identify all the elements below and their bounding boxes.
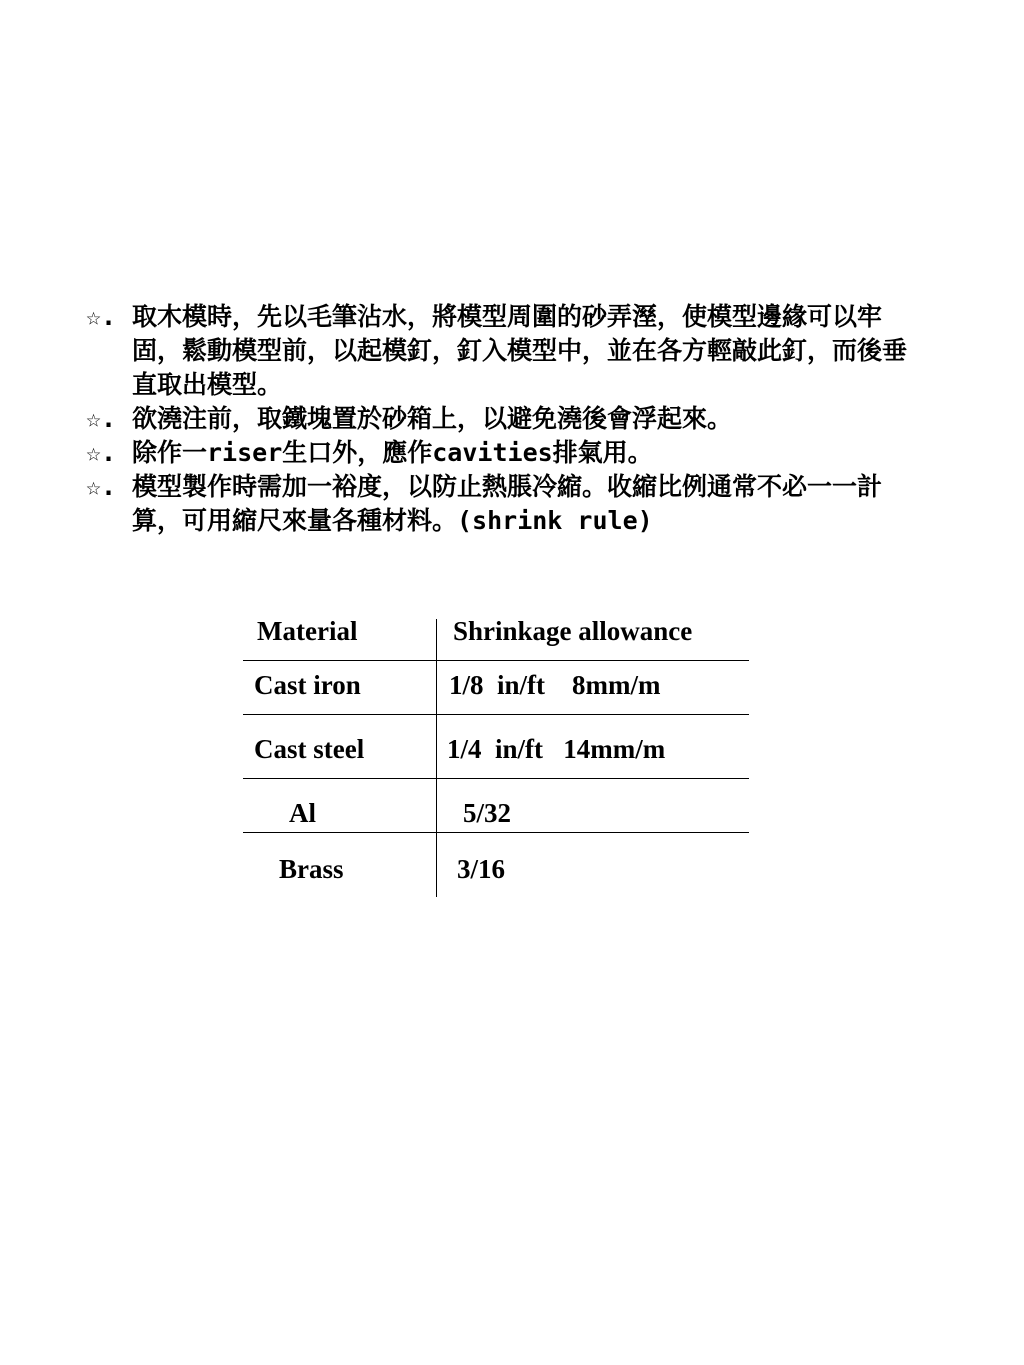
table-row-divider <box>243 714 749 715</box>
allowance-cell: 3/16 <box>457 854 506 884</box>
allowance-cell: 5/32 <box>463 798 512 828</box>
star-icon: ☆. <box>86 472 117 501</box>
note-item <box>86 470 926 538</box>
star-icon: ☆. <box>86 404 117 433</box>
table-row-divider <box>243 660 749 661</box>
header-material: Material <box>257 616 358 646</box>
header-shrinkage: Shrinkage allowance <box>453 616 693 646</box>
note-text: 取木模時，先以毛筆沾水，將模型周圍的砂弄溼，使模型邊緣可以牢固，鬆動模型前，以起模釘，釘入模型中，並在各方輕敲此釘，而後垂直取出模型。 <box>132 302 908 399</box>
allowance-cell: 1/8 in/ft 8mm/m <box>449 670 661 700</box>
note-text: 模型製作時需加一裕度，以防止熱脹冷縮。收縮比例通常不必一一計算，可用縮尺來量各種材料。(shrink rule) <box>132 472 883 535</box>
allowance-cell: 1/4 in/ft 14mm/m <box>447 734 666 764</box>
star-icon: ☆. <box>86 302 117 331</box>
star-icon: ☆. <box>86 438 117 467</box>
material-cell: Brass <box>279 854 344 884</box>
note-item <box>86 402 926 436</box>
material-cell: Al <box>289 798 316 828</box>
material-cell: Cast iron <box>254 670 361 700</box>
table-row-divider <box>243 832 749 833</box>
note-item <box>86 300 926 402</box>
note-item <box>86 436 926 470</box>
table-row-divider <box>243 778 749 779</box>
note-text: 除作一riser生口外，應作cavities排氣用。 <box>132 438 653 467</box>
note-text: 欲澆注前，取鐵塊置於砂箱上，以避免澆後會浮起來。 <box>132 404 733 433</box>
notes-list <box>86 300 926 538</box>
material-cell: Cast steel <box>254 734 365 764</box>
